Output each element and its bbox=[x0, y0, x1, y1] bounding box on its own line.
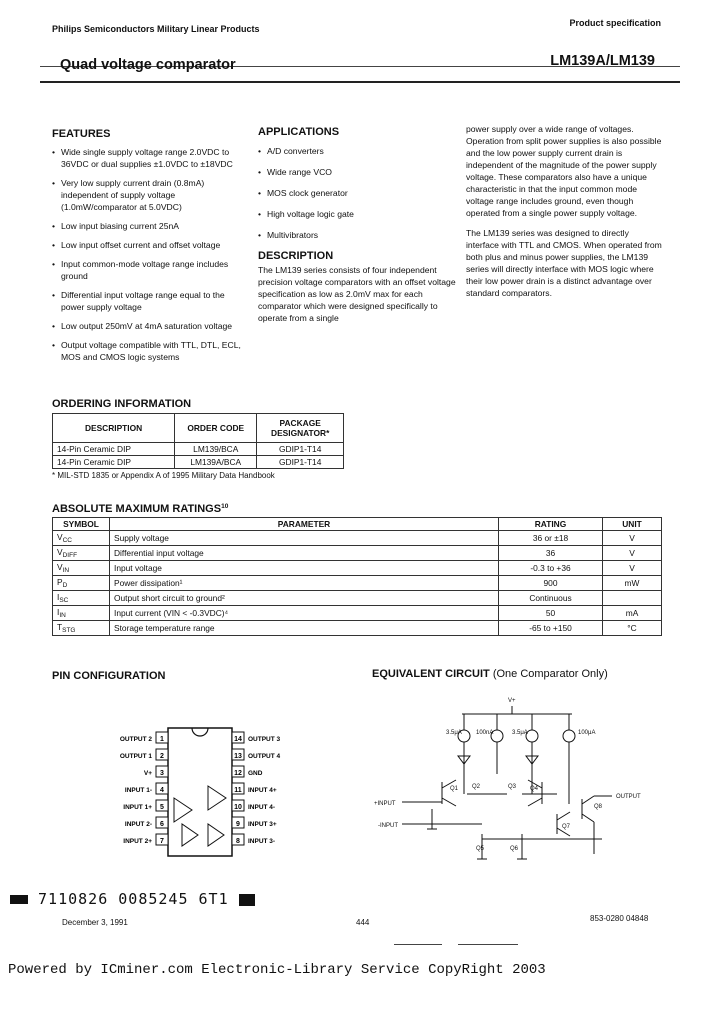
applications-list bbox=[258, 145, 458, 241]
footer-dash-2 bbox=[458, 944, 518, 945]
symbol-letter: V bbox=[57, 562, 63, 572]
features-list bbox=[52, 146, 248, 363]
ratings-row bbox=[53, 531, 662, 546]
pin-diagram bbox=[52, 686, 348, 876]
current-source-4 bbox=[563, 730, 575, 742]
ordering-row bbox=[53, 456, 344, 469]
equivalent-circuit-section bbox=[372, 668, 672, 878]
application-item: • High voltage logic gate bbox=[258, 208, 458, 220]
ratings-symbol bbox=[53, 591, 110, 606]
ratings-parameter: Supply voltage bbox=[110, 531, 499, 546]
symbol-subscript: IN bbox=[59, 612, 66, 619]
barcode-block-right bbox=[239, 894, 255, 906]
ratings-heading: ABSOLUTE MAXIMUM RATINGS$^{10}$ bbox=[52, 503, 229, 515]
symbol-letter: V bbox=[57, 532, 63, 542]
ratings-parameter: Differential input voltage bbox=[110, 546, 499, 561]
plus-input-label: +INPUT bbox=[374, 801, 396, 807]
ratings-value: 36 or ±18 bbox=[499, 531, 603, 546]
ratings-parameter: Input current (VIN < -0.3VDC)⁴ bbox=[110, 606, 499, 621]
footer-code: 853-0280 04848 bbox=[590, 914, 649, 923]
pin-number-left: 5 bbox=[160, 804, 164, 811]
comparator-2-symbol bbox=[208, 786, 226, 810]
ic-notch bbox=[192, 728, 208, 736]
feature-item: • Output voltage compatible with TTL, DTL, ECL, MOS and CMOS logic systems bbox=[52, 339, 248, 363]
pin-label-left: INPUT 2- bbox=[124, 821, 152, 828]
barcode-block-left bbox=[10, 895, 28, 904]
ratings-row bbox=[53, 546, 662, 561]
pin-label-left: OUTPUT 2 bbox=[119, 736, 152, 743]
document-type: Product specification bbox=[569, 18, 661, 28]
applications-heading: APPLICATIONS bbox=[258, 126, 340, 138]
ratings-col-unit: UNIT bbox=[603, 518, 662, 531]
i1-label: 3.5μA bbox=[446, 730, 462, 736]
ratings-value: 900 bbox=[499, 576, 603, 591]
pin-number-right: 9 bbox=[236, 821, 240, 828]
ratings-unit: mW bbox=[603, 576, 662, 591]
ratings-unit: V bbox=[603, 546, 662, 561]
feature-item: • Low input offset current and offset voltage bbox=[52, 239, 248, 251]
ratings-symbol bbox=[53, 621, 110, 636]
q5-label: Q5 bbox=[476, 846, 485, 852]
ratings-row bbox=[53, 606, 662, 621]
ordering-section bbox=[52, 398, 344, 480]
description-heading: DESCRIPTION bbox=[258, 250, 334, 262]
pin-label-left: V+ bbox=[143, 770, 152, 777]
ordering-cell: LM139A/BCA bbox=[175, 456, 257, 469]
ordering-cell: LM139/BCA bbox=[175, 443, 257, 456]
footer-dash-1 bbox=[394, 944, 442, 945]
pin-number-right: 13 bbox=[234, 753, 242, 760]
pin-label-left: INPUT 1+ bbox=[123, 804, 152, 811]
ratings-col-parameter: PARAMETER bbox=[110, 518, 499, 531]
feature-item: • Differential input voltage range equal to the power supply voltage bbox=[52, 289, 248, 313]
description-paragraph-2: power supply over a wide range of voltages. Operation from split power supplies is also possible and the low power supply current drain is independent of the magnitude of the power supply voltage. These comparators also have a unique characteristic in that the input common mode voltage range includes ground, even though operated from a single power supply voltage. bbox=[466, 124, 662, 218]
ordering-cell: GDIP1-T14 bbox=[257, 456, 344, 469]
ratings-parameter: Power dissipation¹ bbox=[110, 576, 499, 591]
features-section bbox=[52, 128, 248, 370]
q7-label: Q7 bbox=[562, 824, 571, 830]
pin-number-left: 6 bbox=[160, 821, 164, 828]
ratings-col-symbol: SYMBOL bbox=[53, 518, 110, 531]
ordering-cell: GDIP1-T14 bbox=[257, 443, 344, 456]
ordering-col-package: PACKAGE DESIGNATOR* bbox=[257, 414, 344, 443]
ratings-unit: mA bbox=[603, 606, 662, 621]
pin-label-right: INPUT 4+ bbox=[248, 787, 277, 794]
pin-number-left: 4 bbox=[160, 787, 164, 794]
pin-number-right: 14 bbox=[234, 736, 242, 743]
q8-label: Q8 bbox=[594, 804, 603, 810]
pin-label-left: OUTPUT 1 bbox=[119, 753, 152, 760]
title-divider bbox=[40, 81, 680, 83]
pin-number-right: 11 bbox=[234, 787, 242, 794]
ordering-cell: 14-Pin Ceramic DIP bbox=[53, 443, 175, 456]
footer-date: December 3, 1991 bbox=[62, 918, 128, 927]
pin-number-left: 1 bbox=[160, 736, 164, 743]
ratings-table bbox=[52, 517, 662, 636]
application-item: • Multivibrators bbox=[258, 229, 458, 241]
powered-by-text: Powered by ICminer.com Electronic-Library Service CopyRight 2003 bbox=[8, 962, 546, 978]
i2-label: 100nA bbox=[476, 730, 494, 736]
ordering-heading: ORDERING INFORMATION bbox=[52, 398, 192, 410]
q6-label: Q6 bbox=[510, 846, 519, 852]
symbol-subscript: SC bbox=[59, 597, 69, 604]
vplus-label: V+ bbox=[508, 698, 516, 704]
comparator-1-symbol bbox=[174, 798, 192, 822]
ratings-row bbox=[53, 591, 662, 606]
pin-label-right: GND bbox=[248, 770, 263, 777]
ordering-note: * MIL-STD 1835 or Appendix A of 1995 Military Data Handbook bbox=[52, 471, 275, 480]
ratings-value: Continuous bbox=[499, 591, 603, 606]
symbol-subscript: D bbox=[62, 582, 68, 589]
pin-number-right: 12 bbox=[234, 770, 242, 777]
pin-config-heading: PIN CONFIGURATION bbox=[52, 670, 166, 682]
i4-label: 100μA bbox=[578, 730, 596, 736]
feature-item: • Input common-mode voltage range includes ground bbox=[52, 258, 248, 282]
ratings-row bbox=[53, 561, 662, 576]
ratings-header-row bbox=[53, 518, 662, 531]
pin-number-left: 3 bbox=[160, 770, 164, 777]
comparator-4-symbol bbox=[208, 824, 224, 846]
pin-number-right: 10 bbox=[234, 804, 242, 811]
comparator-3-symbol bbox=[182, 824, 198, 846]
symbol-subscript: DIFF bbox=[62, 552, 78, 559]
symbol-letter: T bbox=[57, 622, 63, 632]
barcode-text: 7110826 0085245 6T1 bbox=[38, 890, 229, 908]
symbol-letter: P bbox=[57, 577, 63, 587]
ratings-unit: °C bbox=[603, 621, 662, 636]
ratings-value: -65 to +150 bbox=[499, 621, 603, 636]
symbol-subscript: CC bbox=[62, 537, 72, 544]
description-paragraph-3: The LM139 series was designed to directly interface with TTL and CMOS. When operated from both plus and minus power supplies, the LM139 series will directly interface with MOS logic where their low power drain is a distinct advantage over standard comparators. bbox=[466, 228, 662, 298]
circuit-heading: EQUIVALENT CIRCUIT (One Comparator Only) bbox=[372, 668, 608, 680]
symbol-letter: I bbox=[57, 592, 60, 602]
ratings-row bbox=[53, 621, 662, 636]
ordering-header-row bbox=[53, 414, 344, 443]
footer-page: 444 bbox=[356, 918, 370, 927]
output-label: OUTPUT bbox=[616, 794, 641, 800]
feature-item: • Wide single supply voltage range 2.0VDC to 36VDC or dual supplies ±1.0VDC to ±18VDC bbox=[52, 146, 248, 170]
description-paragraph-1: The LM139 series consists of four independent precision voltage comparators with an offset voltage specification as low as 2.0mV max for each comparator which were designed specifically to operate from a single bbox=[258, 265, 456, 323]
pin-config-section bbox=[52, 670, 348, 880]
application-item: • MOS clock generator bbox=[258, 187, 458, 199]
symbol-letter: V bbox=[57, 547, 63, 557]
ratings-parameter: Storage temperature range bbox=[110, 621, 499, 636]
minus-input-label: -INPUT bbox=[378, 823, 398, 829]
ratings-symbol bbox=[53, 576, 110, 591]
barcode-strip bbox=[10, 890, 255, 908]
ratings-unit: V bbox=[603, 561, 662, 576]
company-name: Philips Semiconductors Military Linear Products bbox=[52, 24, 260, 34]
ordering-col-description: DESCRIPTION bbox=[53, 414, 175, 443]
ratings-value: 36 bbox=[499, 546, 603, 561]
symbol-subscript: STG bbox=[62, 627, 76, 634]
pin-label-right: INPUT 4- bbox=[248, 804, 276, 811]
ratings-symbol bbox=[53, 561, 110, 576]
ratings-parameter: Input voltage bbox=[110, 561, 499, 576]
pin-number-left: 7 bbox=[160, 838, 164, 845]
ratings-symbol bbox=[53, 546, 110, 561]
ordering-table bbox=[52, 413, 344, 469]
ratings-unit bbox=[603, 591, 662, 606]
applications-section bbox=[258, 126, 458, 332]
pin-label-left: INPUT 1- bbox=[124, 787, 152, 794]
circuit-diagram bbox=[372, 684, 672, 879]
ratings-symbol bbox=[53, 531, 110, 546]
q4-label: Q4 bbox=[530, 786, 539, 792]
part-number: LM139A/LM139 bbox=[550, 53, 655, 69]
pin-label-right: INPUT 3+ bbox=[248, 821, 277, 828]
ordering-cell: 14-Pin Ceramic DIP bbox=[53, 456, 175, 469]
q2-label: Q2 bbox=[472, 784, 481, 790]
symbol-subscript: IN bbox=[62, 567, 70, 574]
feature-item: • Low output 250mV at 4mA saturation voltage bbox=[52, 320, 248, 332]
ratings-parameter: Output short circuit to ground² bbox=[110, 591, 499, 606]
ordering-row bbox=[53, 443, 344, 456]
pin-number-right: 8 bbox=[236, 838, 240, 845]
application-item: • Wide range VCO bbox=[258, 166, 458, 178]
pin-label-right: OUTPUT 4 bbox=[248, 753, 281, 760]
page-title: Quad voltage comparator bbox=[60, 57, 236, 73]
application-item: • A/D converters bbox=[258, 145, 458, 157]
feature-item: • Low input biasing current 25nA bbox=[52, 220, 248, 232]
pin-number-left: 2 bbox=[160, 753, 164, 760]
ratings-row bbox=[53, 576, 662, 591]
pin-label-left: INPUT 2+ bbox=[123, 838, 152, 845]
ordering-col-order-code: ORDER CODE bbox=[175, 414, 257, 443]
symbol-letter: I bbox=[57, 607, 60, 617]
pin-label-right: INPUT 3- bbox=[248, 838, 276, 845]
features-heading: FEATURES bbox=[52, 128, 111, 140]
ratings-symbol bbox=[53, 606, 110, 621]
ic-package-outline bbox=[168, 728, 232, 856]
ratings-section bbox=[52, 503, 662, 636]
ratings-value: -0.3 to +36 bbox=[499, 561, 603, 576]
ratings-value: 50 bbox=[499, 606, 603, 621]
ratings-col-rating: RATING bbox=[499, 518, 603, 531]
pin-label-right: OUTPUT 3 bbox=[248, 736, 281, 743]
feature-item: • Very low supply current drain (0.8mA) independent of supply voltage (1.0mW/comparator at 5.0VDC) bbox=[52, 177, 248, 213]
ratings-unit: V bbox=[603, 531, 662, 546]
description-continued bbox=[466, 123, 662, 307]
q1-label: Q1 bbox=[450, 786, 459, 792]
q3-label: Q3 bbox=[508, 784, 517, 790]
i3-label: 3.5μA bbox=[512, 730, 528, 736]
